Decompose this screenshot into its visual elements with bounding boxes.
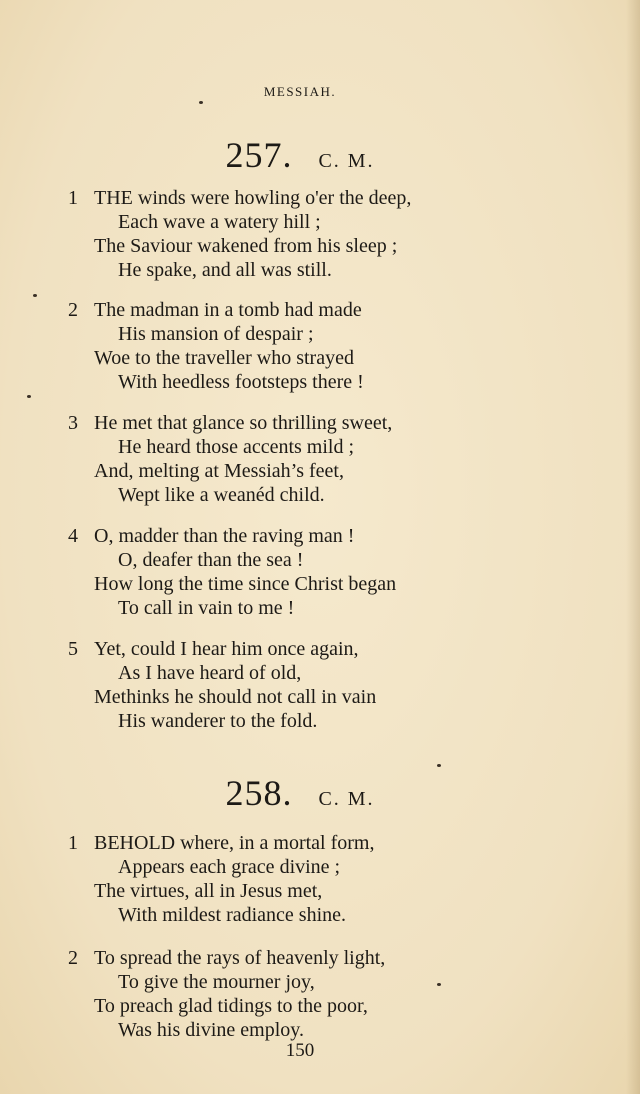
stanza-257-4 [68, 524, 396, 620]
verse-line: His wanderer to the fold. [118, 710, 318, 732]
verse-line: Each wave a watery hill ; [118, 211, 321, 233]
stanza-257-3 [68, 411, 392, 507]
verse-line: THE winds were howling o'er the deep, [94, 187, 412, 209]
verse-line: And, melting at Messiah’s feet, [94, 460, 344, 482]
verse-line: O, madder than the raving man ! [94, 525, 355, 547]
stanza-number: 2 [68, 947, 78, 969]
verse-line: The madman in a tomb had made [94, 299, 362, 321]
hymn-meter: C. M. [318, 150, 375, 172]
verse-line: He heard those accents mild ; [118, 436, 355, 458]
stanza-257-5 [68, 637, 376, 733]
verse-line: He met that glance so thrilling sweet, [94, 412, 393, 434]
verse-line: To preach glad tidings to the poor, [94, 995, 368, 1017]
stanza-257-2 [68, 298, 364, 394]
verse-line: The virtues, all in Jesus met, [94, 880, 323, 902]
stanza-number: 1 [68, 187, 78, 209]
verse-line: Wept like a weanéd child. [118, 484, 325, 506]
hymn-number: 258. [225, 773, 293, 813]
stanza-number: 2 [68, 299, 78, 321]
verse-line: With mildest radiance shine. [118, 904, 347, 926]
paper-speck [437, 764, 441, 767]
hymn-meter: C. M. [318, 788, 375, 810]
verse-line: To give the mourner joy, [118, 971, 315, 993]
verse-line: The Saviour wakened from his sleep ; [94, 235, 398, 257]
hymn-number: 257. [225, 135, 293, 175]
verse-line: His mansion of despair ; [118, 323, 314, 345]
verse-line: He spake, and all was still. [118, 259, 332, 281]
verse-line: Was his divine employ. [118, 1019, 304, 1041]
verse-line: Appears each grace divine ; [118, 856, 341, 878]
running-head: MESSIAH. [263, 84, 337, 99]
hymn-heading-258 [0, 772, 600, 814]
stanza-258-1 [68, 831, 374, 927]
verse-line: As I have heard of old, [118, 662, 302, 684]
verse-line: To call in vain to me ! [118, 597, 295, 619]
hymn-heading-257 [0, 134, 600, 176]
verse-line: To spread the rays of heavenly light, [94, 947, 386, 969]
verse-line: Woe to the traveller who strayed [94, 347, 354, 369]
paper-speck [33, 294, 37, 297]
paper-speck [437, 983, 441, 986]
verse-line: Methinks he should not call in vain [94, 686, 377, 708]
verse-line: BEHOLD where, in a mortal form, [94, 832, 375, 854]
verse-line: With heedless footsteps there ! [118, 371, 364, 393]
verse-line: Yet, could I hear him once again, [94, 638, 359, 660]
paper-speck [27, 395, 31, 398]
stanza-number: 4 [68, 525, 78, 547]
stanza-258-2 [68, 946, 385, 1042]
verse-line: O, deafer than the sea ! [118, 549, 304, 571]
stanza-257-1 [68, 186, 411, 282]
stanza-number: 1 [68, 832, 78, 854]
page-number: 150 [285, 1040, 315, 1061]
verse-line: How long the time since Christ began [94, 573, 397, 595]
stanza-number: 3 [68, 412, 78, 434]
stanza-number: 5 [68, 638, 78, 660]
paper-speck [199, 101, 203, 104]
